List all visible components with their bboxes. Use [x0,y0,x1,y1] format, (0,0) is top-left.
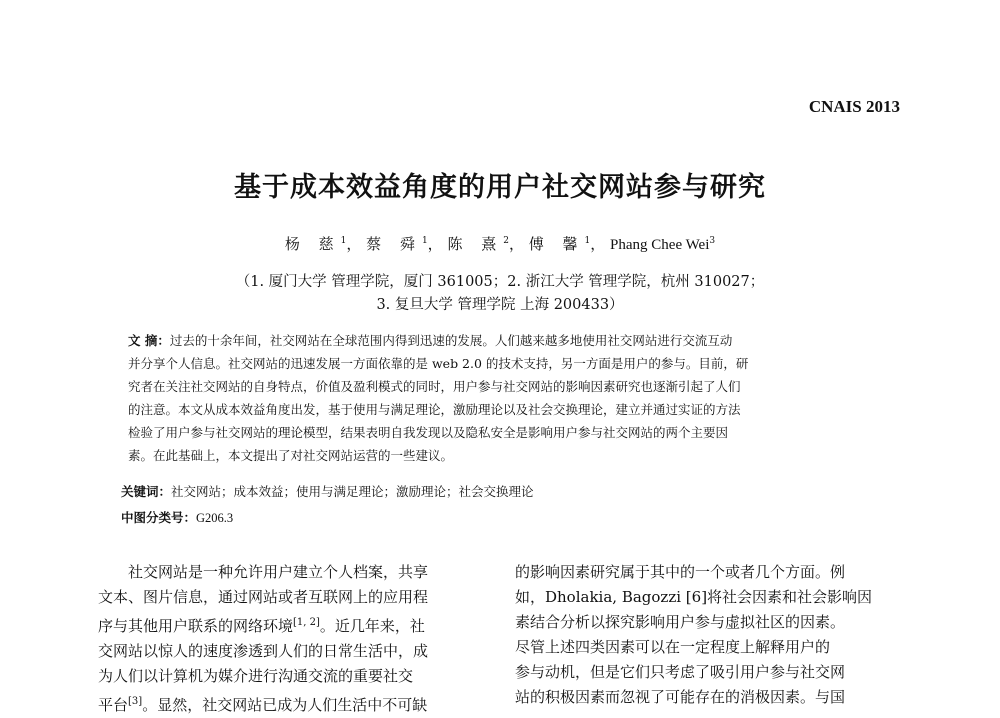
author-name: Phang Chee Wei [610,237,710,253]
body-line: 为人们以计算机为媒介进行沟通交流的重要社交 [98,667,414,685]
conference-label: CNAIS 2013 [808,97,900,116]
abstract-line: 究者在关注社交网站的自身特点，价值及盈利模式的同时，用户参与社交网站的影响因素研究也逐渐引起了人们 [128,379,741,394]
abstract-line: 并分享个人信息。社交网站的迅速发展一方面依靠的是 web 2.0 的技术支持，另一方面是用户的参与。目前，研 [128,356,749,371]
author-affiliation-mark: 1 [340,236,347,246]
keywords-value: 社交网站；成本效益；使用与满足理论；激励理论；社会交换理论 [171,484,534,499]
abstract-line: 素。在此基础上，本文提出了对社交网站运营的一些建议。 [128,448,454,463]
author-name: 陈 熹 [447,235,504,253]
body-line: 如，Dholakia, Bagozzi [6]将社会因素和社会影响因 [515,588,873,606]
keywords-line [121,482,534,500]
body-text: 。显然，社交网站已成为人们生活中不可缺 [142,696,428,714]
author-affiliation-mark: 1 [584,236,591,246]
author-affiliation-mark: 1 [421,236,428,246]
abstract-line [128,329,873,352]
abstract-line: 检验了用户参与社交网站的理论模型，结果表明自我发现以及隐私安全是影响用户参与社交网站的两个主要因 [128,425,729,440]
author-affiliation-mark: 3 [709,236,716,246]
body-text: 平台 [98,696,129,714]
body-column-left [98,560,483,718]
paper-title: 基于成本效益角度的用户社交网站参与研究 [234,172,766,203]
classification-value: G206.3 [196,511,234,525]
body-line [98,689,483,718]
body-line: 文本、图片信息，通过网站或者互联网上的应用程 [98,588,429,606]
body-line: 素结合分析以探究影响用户参与虚拟社区的因素。 [515,613,846,631]
keywords-label: 关键词： [121,484,172,499]
author-name: 傅 馨 [528,235,585,253]
citation-ref: [1, 2] [293,617,320,628]
body-line: 社交网站是一种允许用户建立个人档案，共享 [128,563,429,581]
body-line: 尽管上述四类因素可以在一定程度上解释用户的 [515,638,831,656]
classification-line [121,508,233,526]
body-line [98,610,483,639]
body-line: 参与动机，但是它们只考虑了吸引用户参与社交网 [515,663,846,681]
author-name: 蔡 舜 [366,235,422,253]
affiliation-line-2: 3. 复旦大学 管理学院 上海 200433） [376,297,624,313]
abstract-line: 的注意。本文从成本效益角度出发，基于使用与满足理论，激励理论以及社会交换理论，建立并通过实证的方法 [128,402,741,417]
body-text: 序与其他用户联系的网络环境 [98,617,294,635]
citation-ref: [3] [128,696,143,707]
classification-label: 中图分类号： [121,510,197,525]
body-column-right [515,560,905,710]
body-text: 。近几年来，社 [319,617,425,635]
author-line: 杨 慈$^1$， 蔡 舜$^1$， 陈 熹$^2$， 傅 馨$^1$， Phang Chee Wei$^3$ [284,235,716,253]
body-line: 站的积极因素而忽视了可能存在的消极因素。与国 [515,688,846,706]
abstract-text: 过去的十余年间，社交网站在全球范围内得到迅速的发展。人们越来越多地使用社交网站进行交流互动 [169,333,733,348]
abstract-label: 文 摘： [128,333,170,348]
author-name: 杨 慈 [284,235,341,253]
abstract-block [128,329,873,467]
body-line: 的影响因素研究属于其中的一个或者几个方面。例 [515,563,846,581]
body-line: 交网站以惊人的速度渗透到人们的日常生活中，成 [98,642,429,660]
affiliation-line-1: （1. 厦门大学 管理学院，厦门 361005；2. 浙江大学 管理学院，杭州 310027； [235,274,765,290]
author-affiliation-mark: 2 [503,236,509,246]
